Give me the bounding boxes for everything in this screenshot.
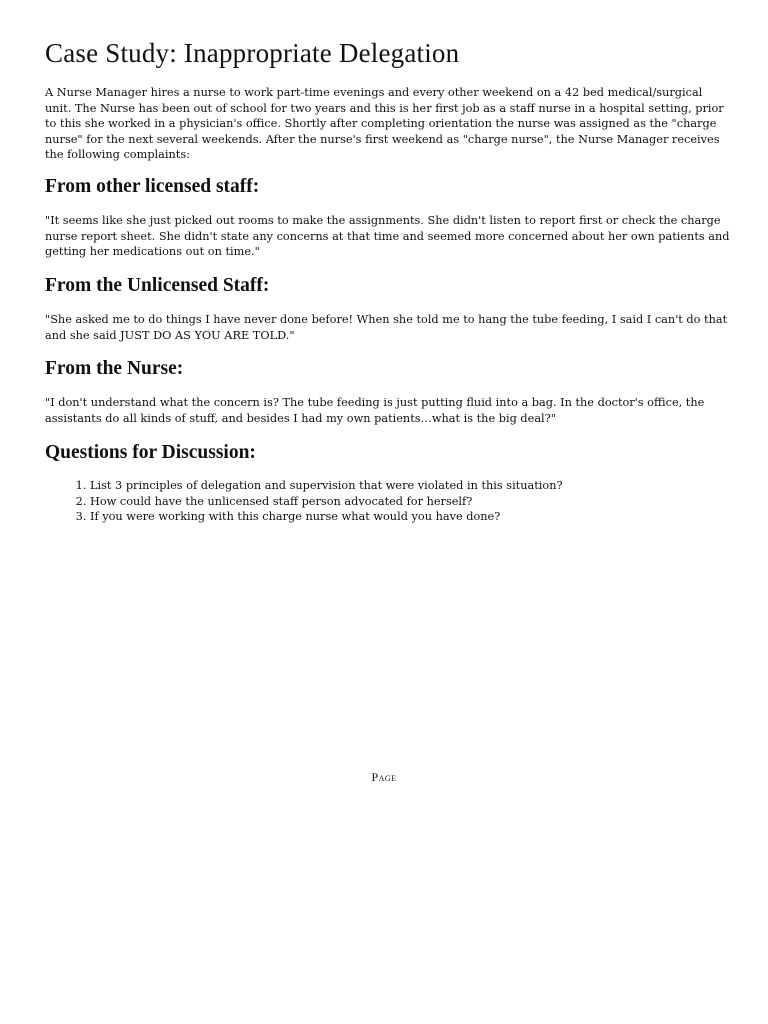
section-text-nurse: "I don't understand what the concern is? The tube feeding is just putting fluid into a bag. In the doctor's office, the assistants do all kinds of stuff, and besides I had my own patients…what is the big deal?" bbox=[45, 396, 705, 425]
section-text-licensed-staff: "It seems like she just picked out rooms to make the assignments. She didn't listen to report first or check the charge nurse report sheet. She didn't state any concerns at that time and seemed more concerned about her own patients and getting her medications out on time." bbox=[45, 214, 730, 259]
question-item: 2. How could have the unlicensed staff person advocated for herself? bbox=[90, 494, 730, 510]
question-item: 3. If you were working with this charge nurse what would you have done? bbox=[90, 509, 730, 525]
section-text-unlicensed-staff: "She asked me to do things I have never done before! When she told me to hang the tube feeding, I said I can't do that and she said JUST DO AS YOU ARE TOLD." bbox=[45, 313, 728, 342]
question-item: 1. List 3 principles of delegation and supervision that were violated in this situation? bbox=[90, 478, 730, 494]
section-heading-unlicensed-staff: From the Unlicensed Staff: bbox=[45, 275, 270, 296]
questions-list bbox=[45, 478, 730, 525]
section-heading-nurse: From the Nurse: bbox=[45, 358, 184, 379]
questions-heading: Questions for Discussion: bbox=[45, 442, 256, 463]
intro-paragraph: A Nurse Manager hires a nurse to work part-time evenings and every other weekend on a 42 bed medical/surgical unit. The Nurse has been out of school for two years and this is her first job as a staff nurse in a hospital setting, prior to this she worked in a physician's office. Shortly after completing orientation the nurse was assigned as the "charge nurse" for the next several weekends. After the nurse's first weekend as "charge nurse", the Nurse Manager receives the following complaints: bbox=[45, 86, 724, 162]
page-footer: Page bbox=[371, 770, 397, 784]
page-title: Case Study: Inappropriate Delegation bbox=[45, 38, 460, 68]
section-heading-licensed-staff: From other licensed staff: bbox=[45, 176, 260, 197]
